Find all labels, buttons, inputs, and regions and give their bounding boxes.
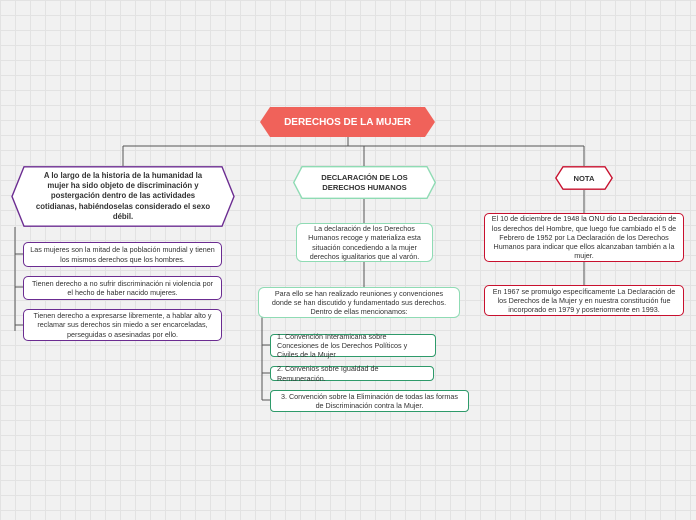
- connector-root-bar: [123, 137, 584, 166]
- left-heading-node[interactable]: [11, 166, 235, 227]
- nota-node[interactable]: [555, 166, 613, 190]
- convention-2[interactable]: 2. Convenios sobre Igualdad de Remuneración.: [270, 366, 434, 381]
- left-item-3[interactable]: Tienen derecho a expresarse libremente, a hablar alto y reclamar sus derechos sin miedo a ser encarceladas, perseguidas o asesinadas por ello.: [23, 309, 222, 341]
- middle-heading-node[interactable]: [293, 166, 436, 199]
- convention-1[interactable]: 1. Convención Interamicana sobre Concesiones de los Derechos Políticos y Civiles de la Mujer: [270, 334, 436, 357]
- note-2[interactable]: En 1967 se promulgo específicamente La Declaración de los Derechos de la Mujer y en nuestra constitución fue incorporado en 1979 y posteriormente en 1993.: [484, 285, 684, 316]
- middle-heading-text: DECLARACIÓN DE LOS DERECHOS HUMANOS: [321, 172, 408, 192]
- convention-3[interactable]: 3. Convención sobre la Eliminación de todas las formas de Discriminación contra la Mujer.: [270, 390, 469, 412]
- declaration-node[interactable]: La declaración de los Derechos Humanos recoge y materializa esta situación concediendo a la mujer derechos igualitarios que al varón.: [296, 223, 433, 262]
- left-item-2[interactable]: Tienen derecho a no sufrir discriminación ni violencia por el hecho de haber nacido mujeres.: [23, 276, 222, 300]
- note-1[interactable]: El 10 de diciembre de 1948 la ONU dio La Declaración de los derechos del Hombre, que luego fue cambiado el 5 de Febrero de 1952 por La Declaración de los Derechos Humanos para indicar que ellos alcanzaban también a la mujer.: [484, 213, 684, 262]
- left-item-1[interactable]: Las mujeres son la mitad de la población mundial y tienen los mismos derechos que los hombres.: [23, 242, 222, 267]
- root-node[interactable]: [260, 107, 435, 137]
- root-title: DERECHOS DE LA MUJER: [284, 116, 411, 128]
- connector-left-branch: [15, 227, 23, 331]
- nota-text: NOTA: [573, 173, 595, 183]
- meetings-node[interactable]: Para ello se han realizado reuniones y convenciones donde se han discutido y fundamentado sus derechos. Dentro de ellas mencionamos:: [258, 287, 460, 318]
- left-heading-text: A lo largo de la historia de la humanidad la mujer ha sido objeto de discriminación y postergación dentro de las actividades cotidianas, habiéndoselas considerado el sexo débil.: [35, 170, 211, 221]
